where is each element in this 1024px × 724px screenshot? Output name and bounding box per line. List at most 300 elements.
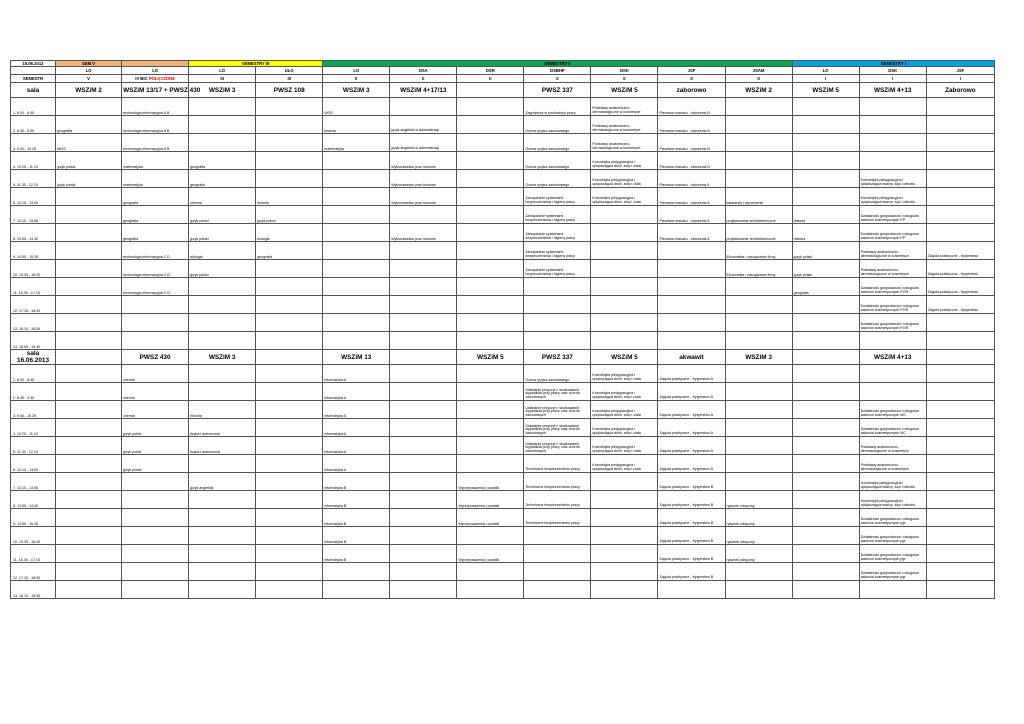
lesson-cell: katastrofy i wyzwolenie: [725, 188, 792, 206]
lesson-row: [11, 437, 995, 455]
lesson-cell: [122, 545, 189, 563]
school-type-cell: DSA: [390, 67, 457, 75]
lesson-cell: Techniczne bezpieczeństwo pracy: [524, 491, 591, 509]
semester-cell: [725, 75, 792, 83]
semester-cell: [189, 75, 256, 83]
lesson-cell: [189, 278, 256, 296]
lesson-cell: [792, 116, 859, 134]
lesson-cell: [457, 314, 524, 332]
lesson-number: 12.: [13, 309, 18, 313]
lesson-cell: [56, 206, 122, 224]
lesson-time: 9.40 - 10.25: [17, 147, 37, 151]
lesson-cell: Układanie przyczyn i skutkowanie wypadków przy pracy oraz chorób zawodowych: [524, 419, 591, 437]
room-row-day2: [11, 350, 995, 365]
lesson-cell: [56, 455, 122, 473]
lesson-cell: Podstawy anatomiczno-dermatologiczne w kosmetyce: [859, 437, 926, 455]
lesson-cell: technologia informacyjna C D: [122, 242, 189, 260]
lesson-cell: [256, 491, 323, 509]
semester-value: II: [690, 76, 693, 81]
lesson-cell: [591, 296, 658, 314]
lesson-cell: Ocena ryzyka zawodowego: [524, 365, 591, 383]
lesson-cell: [189, 332, 256, 350]
lesson-cell: [457, 242, 524, 260]
lesson-cell: [256, 278, 323, 296]
lesson-cell: Podstawy anatomiczno-dermatologiczne w kosmetyce: [859, 455, 926, 473]
semester-cell: [859, 75, 926, 83]
lesson-cell: [524, 563, 591, 581]
lesson-cell: Zajęcia praktyczne - fryzjerstwo B: [658, 509, 725, 527]
semester-cell: [390, 75, 457, 83]
lesson-cell: informatyka A: [323, 365, 390, 383]
combined-label: POŁĄCZONE: [148, 76, 175, 81]
lesson-row: [11, 278, 995, 296]
school-type-cell: JSF: [658, 67, 725, 75]
semestr-label: SEMESTR: [11, 75, 56, 83]
lesson-time: 14.50 - 15.35: [17, 255, 39, 259]
lesson-row: [11, 491, 995, 509]
lesson-cell: [457, 365, 524, 383]
lesson-cell: [792, 473, 859, 491]
lesson-row: [11, 134, 995, 152]
semester-cell: [56, 75, 122, 83]
semester-cell: [457, 75, 524, 83]
lesson-cell: [56, 224, 122, 242]
lesson-cell: Układanie przyczyn i skutkowanie wypadków przy pracy oraz chorób zawodowych: [524, 401, 591, 419]
lesson-cell: [457, 437, 524, 455]
lesson-time-cell: [11, 383, 56, 401]
lesson-cell: Ocena ryzyka zawodowego: [524, 134, 591, 152]
lesson-cell: Kosmetyka pielęgnacyjna i upiększająca twarzy, szyi i dekoltu: [859, 188, 926, 206]
lesson-cell: język polski: [56, 152, 122, 170]
lesson-cell: [122, 314, 189, 332]
lesson-cell: [591, 545, 658, 563]
lesson-cell: [457, 527, 524, 545]
lesson-cell: [792, 98, 859, 116]
lesson-time-cell: [11, 401, 56, 419]
lesson-cell: technologia informacyjna A B: [122, 98, 189, 116]
lesson-number: 2.: [13, 129, 16, 133]
school-type-cell: DSBHP: [524, 67, 591, 75]
lesson-cell: [122, 563, 189, 581]
school-type-cell: DSR: [457, 67, 524, 75]
lesson-cell: Pierwsza masażu - ćwiczenia B: [658, 98, 725, 116]
lesson-time: 15.35 - 16.20: [19, 540, 41, 544]
lesson-cell: [256, 332, 323, 350]
room-cell: WSZiM 13: [323, 350, 390, 365]
lesson-cell: fizyka i astronomia: [189, 437, 256, 455]
lesson-cell: [457, 206, 524, 224]
lesson-cell: [256, 509, 323, 527]
lesson-cell: [323, 260, 390, 278]
lesson-cell: [591, 509, 658, 527]
lesson-number: 13.: [13, 327, 18, 331]
lesson-number: 6.: [13, 468, 16, 472]
lesson-cell: [189, 581, 256, 599]
semester-value: II: [355, 76, 358, 81]
lesson-cell: [390, 242, 457, 260]
lesson-row: [11, 242, 995, 260]
lesson-cell: informatyka B: [323, 509, 390, 527]
lesson-cell: Wykonawstwo prac biurowe: [390, 170, 457, 188]
lesson-cell: [457, 401, 524, 419]
lesson-cell: informatyka B: [323, 527, 390, 545]
lesson-cell: [323, 314, 390, 332]
lesson-cell: [56, 296, 122, 314]
lesson-cell: [792, 383, 859, 401]
lesson-time-cell: [11, 545, 56, 563]
lesson-cell: Zarządzanie systemami bezpieczeństwa i higieny pracy: [524, 260, 591, 278]
lesson-cell: [658, 314, 725, 332]
sem-ii-header: SEMESTRY II: [323, 61, 792, 67]
lesson-cell: rysunek odręczny: [725, 527, 792, 545]
lesson-cell: Kosmetyka pielęgnacyjna i upiększająca twarzy, szyi i dekoltu: [859, 170, 926, 188]
lesson-cell: [792, 581, 859, 599]
lesson-time-cell: [11, 491, 56, 509]
lesson-cell: [591, 491, 658, 509]
school-type-cell: DSK: [591, 67, 658, 75]
lesson-cell: [56, 527, 122, 545]
lesson-cell: [859, 581, 926, 599]
lesson-cell: historia: [792, 224, 859, 242]
lesson-cell: Pierwsza masażu - ćwiczenia A: [658, 206, 725, 224]
lesson-cell: [926, 98, 994, 116]
school-type-cell: LO: [189, 67, 256, 75]
school-type-cell: LO: [792, 67, 859, 75]
lesson-cell: [926, 170, 994, 188]
lesson-cell: Działalność gospodarcza i usługowa salonów kosmetycznych PGR: [859, 296, 926, 314]
lesson-cell: Podstawy anatomiczno-dermatologiczne w kosmetyce: [591, 98, 658, 116]
lesson-cell: WOS: [56, 134, 122, 152]
lesson-cell: [725, 365, 792, 383]
lesson-cell: [390, 419, 457, 437]
lesson-cell: historia: [792, 206, 859, 224]
lesson-cell: Ocena ryzyka zawodowego: [524, 170, 591, 188]
semester-value: I: [825, 76, 827, 81]
lesson-cell: [792, 134, 859, 152]
lesson-row: [11, 509, 995, 527]
lesson-cell: rysunek odręczny: [725, 545, 792, 563]
lesson-cell: [859, 98, 926, 116]
lesson-cell: [56, 545, 122, 563]
lesson-cell: [122, 332, 189, 350]
lesson-cell: [390, 206, 457, 224]
lesson-cell: [189, 545, 256, 563]
lesson-cell: geografia: [122, 224, 189, 242]
lesson-cell: [122, 509, 189, 527]
lesson-row: [11, 365, 995, 383]
room-cell: [926, 350, 994, 365]
lesson-cell: [56, 473, 122, 491]
lesson-cell: [792, 332, 859, 350]
lesson-cell: [256, 581, 323, 599]
lesson-time-cell: [11, 332, 56, 350]
lesson-cell: [256, 134, 323, 152]
lesson-cell: [792, 491, 859, 509]
lesson-row: [11, 98, 995, 116]
lesson-cell: [457, 134, 524, 152]
lesson-cell: historia: [189, 401, 256, 419]
lesson-cell: [122, 473, 189, 491]
date-cell: 15.06.2013: [11, 61, 56, 67]
lesson-cell: Działalność gospodarcza i usługowa salonów kosmetycznych PGR: [859, 278, 926, 296]
lesson-cell: [792, 152, 859, 170]
lesson-number: 7.: [13, 486, 16, 490]
lesson-cell: [591, 224, 658, 242]
lesson-cell: [457, 278, 524, 296]
lesson-time-cell: [11, 419, 56, 437]
lesson-time-cell: [11, 365, 56, 383]
lesson-cell: projektowanie architektoniczne: [725, 206, 792, 224]
lesson-cell: Kosmetyka pielęgnacyjna i upiększająca dłoni, stóp i ciała: [591, 170, 658, 188]
lesson-cell: [256, 296, 323, 314]
lesson-cell: chemia: [122, 365, 189, 383]
room-cell: WSZiM 3: [189, 83, 256, 98]
lesson-number: 5.: [13, 450, 16, 454]
lesson-cell: Zajęcia praktyczne - fryzjerstwo B: [658, 563, 725, 581]
lesson-row: [11, 473, 995, 491]
lesson-cell: [859, 365, 926, 383]
lesson-cell: [926, 188, 994, 206]
lesson-cell: [591, 314, 658, 332]
school-type-cell: JSAM: [725, 67, 792, 75]
lesson-cell: [591, 206, 658, 224]
lesson-time: 18.10 - 18.55: [19, 327, 41, 331]
lesson-cell: projektowanie architektoniczne: [725, 224, 792, 242]
room-cell: PWSZ 108: [256, 83, 323, 98]
lesson-cell: [189, 116, 256, 134]
lesson-time-cell: [11, 278, 56, 296]
lesson-cell: [390, 383, 457, 401]
lesson-time-cell: [11, 455, 56, 473]
lesson-row: [11, 188, 995, 206]
lesson-time: 9.40 - 10.25: [17, 414, 37, 418]
lesson-cell: [792, 527, 859, 545]
lesson-cell: Podstawy anatomiczno-dermatologiczne w kosmetyce: [591, 134, 658, 152]
lesson-time: 16.30 - 17.15: [18, 558, 40, 562]
lesson-cell: [524, 527, 591, 545]
lesson-cell: [390, 314, 457, 332]
lesson-row: [11, 581, 995, 599]
lesson-cell: Kosmetyka pielęgnacyjna i upiększająca dłoni, stóp i ciała: [591, 419, 658, 437]
lesson-cell: Ocena ryzyka zawodowego: [524, 152, 591, 170]
lesson-cell: [323, 152, 390, 170]
lesson-row: [11, 383, 995, 401]
lesson-cell: [792, 419, 859, 437]
lesson-cell: język polski: [122, 455, 189, 473]
sala-date-label: [11, 350, 56, 365]
lesson-cell: [725, 437, 792, 455]
lesson-cell: Zajęcia praktyczne - fryzjerstwo A: [658, 419, 725, 437]
lesson-cell: [792, 170, 859, 188]
sem-i-header: SEMESTRY I: [792, 61, 994, 67]
school-type-cell: LO: [323, 67, 390, 75]
lesson-cell: [725, 581, 792, 599]
lesson-cell: [56, 383, 122, 401]
lesson-number: 7.: [13, 219, 16, 223]
lesson-cell: technologia informacyjna C D: [122, 278, 189, 296]
lesson-cell: [591, 581, 658, 599]
semester-cell: [792, 75, 859, 83]
lesson-row: [11, 545, 995, 563]
lesson-cell: [457, 332, 524, 350]
room-cell: WSZiM 3: [189, 350, 256, 365]
lesson-cell: [256, 473, 323, 491]
room-cell: WSZiM 3: [725, 350, 792, 365]
lesson-cell: geografia: [189, 170, 256, 188]
lesson-cell: [792, 455, 859, 473]
lesson-cell: [591, 278, 658, 296]
semester-cell: [658, 75, 725, 83]
lesson-cell: [725, 152, 792, 170]
lesson-cell: [792, 545, 859, 563]
lesson-cell: [926, 116, 994, 134]
lesson-cell: Pierwsza masażu - ćwiczenia A: [658, 170, 725, 188]
lesson-cell: [591, 473, 658, 491]
lesson-cell: [390, 491, 457, 509]
lesson-cell: [792, 188, 859, 206]
lesson-cell: [725, 134, 792, 152]
lesson-row: [11, 419, 995, 437]
lesson-row: [11, 401, 995, 419]
lesson-cell: geografia: [256, 242, 323, 260]
school-type-cell: LO: [56, 67, 122, 75]
lesson-time: 18.10 - 18.55: [19, 594, 41, 598]
lesson-time: 13.10 - 13.55: [17, 486, 39, 490]
lesson-time: 8.00 - 8.45: [17, 111, 35, 115]
lesson-cell: [725, 332, 792, 350]
school-type-cell: ULO: [256, 67, 323, 75]
lesson-cell: język polski: [189, 206, 256, 224]
lesson-cell: [926, 401, 994, 419]
lesson-cell: [189, 314, 256, 332]
lesson-row: [11, 296, 995, 314]
lesson-cell: Wyrzeposażenia i podatki: [457, 491, 524, 509]
lesson-cell: [256, 170, 323, 188]
lesson-cell: [926, 383, 994, 401]
lesson-cell: [56, 242, 122, 260]
lesson-cell: [926, 455, 994, 473]
lesson-cell: Podstawy anatomiczno-dermatologiczne w kosmetyce: [859, 242, 926, 260]
lesson-cell: [323, 581, 390, 599]
lesson-cell: [792, 365, 859, 383]
lesson-cell: Zarządzanie systemami bezpieczeństwa i higieny pracy: [524, 224, 591, 242]
lesson-row: [11, 116, 995, 134]
lesson-time-cell: [11, 563, 56, 581]
lesson-cell: [926, 527, 994, 545]
lesson-cell: chemia: [122, 383, 189, 401]
lesson-cell: [56, 260, 122, 278]
lesson-cell: [390, 455, 457, 473]
lesson-cell: chemia: [189, 188, 256, 206]
lesson-time: 8.00 - 8.45: [17, 378, 35, 382]
lesson-cell: [390, 296, 457, 314]
lesson-time-cell: [11, 206, 56, 224]
lesson-cell: Działalność gospodarcza i usługowa salonów kosmetycznych pgr: [859, 509, 926, 527]
lesson-row: [11, 332, 995, 350]
lesson-cell: [591, 260, 658, 278]
lesson-number: 3.: [13, 414, 16, 418]
semester-row: [11, 75, 995, 83]
lesson-cell: Podstawy anatomiczno-dermatologiczne w kosmetyce: [591, 116, 658, 134]
lesson-cell: [524, 296, 591, 314]
lesson-cell: [189, 527, 256, 545]
school-type-cell: LO: [122, 67, 189, 75]
lesson-cell: [658, 332, 725, 350]
lesson-row: [11, 224, 995, 242]
semester-value: IV BIC: [135, 76, 148, 81]
lesson-row: [11, 152, 995, 170]
lesson-time: 12.15 - 13.00: [17, 468, 39, 472]
sem-iii-header: SEMESTRY III: [189, 61, 323, 67]
lesson-cell: Kosmetyka pielęgnacyjna i upiększająca dłoni, stóp i ciała: [591, 152, 658, 170]
lesson-cell: [725, 296, 792, 314]
lesson-cell: [658, 260, 725, 278]
lesson-time-cell: [11, 170, 56, 188]
lesson-cell: [323, 206, 390, 224]
room-cell: WSZiM 5: [792, 83, 859, 98]
lesson-cell: [256, 152, 323, 170]
lesson-cell: [189, 134, 256, 152]
lesson-cell: Wykonawstwo prac biurowe: [390, 224, 457, 242]
lesson-cell: [56, 278, 122, 296]
lesson-cell: Zarządzanie systemami bezpieczeństwa i higieny pracy: [524, 206, 591, 224]
lesson-cell: [256, 419, 323, 437]
lesson-cell: [859, 134, 926, 152]
school-type-cell: DSK: [859, 67, 926, 75]
lesson-number: 10.: [13, 273, 18, 277]
lesson-cell: informatyka A: [323, 383, 390, 401]
lesson-cell: język polski: [792, 242, 859, 260]
lesson-cell: informatyka A: [323, 419, 390, 437]
semester-cell: [591, 75, 658, 83]
room-cell: [792, 350, 859, 365]
lesson-cell: [256, 98, 323, 116]
lesson-cell: [658, 581, 725, 599]
semester-cell: [256, 75, 323, 83]
lesson-cell: Wyrzeposażenia i podatki: [457, 473, 524, 491]
room-cell: [390, 350, 457, 365]
semester-value: I: [959, 76, 961, 81]
lesson-cell: [457, 383, 524, 401]
lesson-cell: [591, 563, 658, 581]
lesson-cell: Zajęcia praktyczne - fryzjerstwo A: [658, 437, 725, 455]
lesson-cell: Techniczne bezpieczeństwo pracy: [524, 509, 591, 527]
lesson-cell: język polski: [56, 170, 122, 188]
lesson-cell: [457, 188, 524, 206]
lesson-cell: geografia: [56, 116, 122, 134]
day2-date: 16.06.2013: [17, 357, 50, 364]
lesson-cell: [725, 314, 792, 332]
lesson-cell: Ekonomika i zarządzanie firmą: [725, 260, 792, 278]
room-cell: WSZiM 5: [457, 350, 524, 365]
lesson-cell: [56, 332, 122, 350]
lesson-time-cell: [11, 224, 56, 242]
lesson-cell: Podstawy anatomiczno-dermatologiczne w kosmetyce: [859, 260, 926, 278]
lesson-time: 14.50 - 15.35: [17, 522, 39, 526]
room-row-day1: [11, 83, 995, 98]
lesson-time: 8.45 - 9.30: [17, 396, 35, 400]
lesson-cell: Pierwsza masażu - ćwiczenia B: [658, 134, 725, 152]
lesson-cell: [390, 278, 457, 296]
lesson-time: 18.55 - 19.40: [19, 345, 41, 349]
sem-v-header: SEM V: [56, 61, 122, 67]
room-cell: WSZiM 5: [591, 83, 658, 98]
lesson-cell: rysunek odręczny: [725, 509, 792, 527]
lesson-cell: informatyka B: [323, 491, 390, 509]
room-cell: WSZiM 4+17/13: [390, 83, 457, 98]
lesson-cell: język polski: [189, 224, 256, 242]
lesson-cell: Pierwsza masażu - ćwiczenia A: [658, 224, 725, 242]
